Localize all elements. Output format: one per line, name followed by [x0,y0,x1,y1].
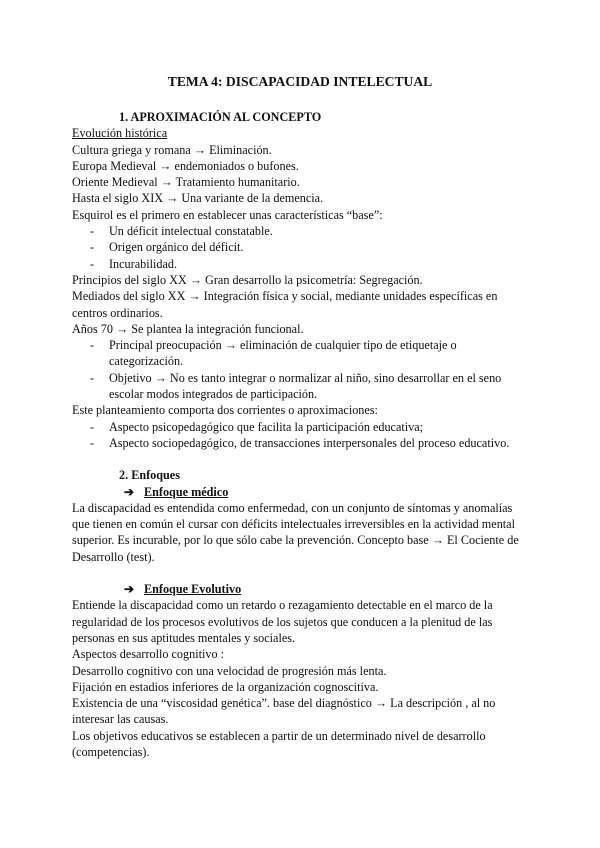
text-line: Aspectos desarrollo cognitivo : [72,647,224,662]
section-1-subheading: Evolución histórica [72,126,168,141]
text-line: Los objetivos educativos se establecen a partir de un determinado nivel de desarrollo [72,728,486,743]
text-line: regularidad de los procesos evolutivos de los sujetos que conducen a la plenitud de las [72,614,493,629]
text-line: Esquirol es el primero en establecer unas características “base”: [72,207,383,222]
text-line: que tienen en común el cursar con déficits intelectuales irreversibles en la actividad mental [72,517,515,532]
dash-bullet: - [90,224,95,239]
text-line: Principios del siglo XX → Gran desarrollo la psicometría: Segregación. [72,272,423,287]
dash-bullet: - [90,435,95,450]
text-line: Europa Medieval → endemoniados o bufones. [72,158,299,173]
dash-bullet: - [90,370,95,385]
list-item: - Incurabilidad. [90,256,178,271]
arrow-right-icon: ➔ [124,582,135,597]
text-line: superior. Es incurable, por lo que sólo cabe la prevención. Concepto base → El Cociente de [72,533,519,548]
text-line: personas en sus aptitudes mentales y sociales. [72,630,296,645]
text-line: La discapacidad es entendida como enfermedad, con un conjunto de síntomas y anomalías [72,500,513,515]
text-line: interesar las causas. [72,712,169,727]
text-line: Hasta el siglo XIX → Una variante de la demencia. [72,191,324,206]
list-item: - Origen orgánico del déficit. [90,240,244,255]
text-line: Este planteamiento comporta dos corrientes o aproximaciones: [72,403,378,418]
list-item: - Objetivo → No es tanto integrar o normalizar al niño, sino desarrollar en el seno escolar modos integrados de participación. [90,370,502,402]
text-line: Desarrollo (test). [72,549,155,564]
list-item: - Aspecto psicopedagógico que facilita la participación educativa; [90,419,424,434]
text-line: Entiende la discapacidad como un retardo o rezagamiento detectable en el marco de la [72,598,493,613]
dash-bullet: - [90,256,95,271]
text-line: Años 70 → Se plantea la integración funcional. [72,321,304,336]
text-line: Oriente Medieval → Tratamiento humanitario. [72,175,300,190]
text-line: Existencia de una “viscosidad genética”. base del diagnóstico → La descripción , al no [72,696,496,711]
text-line: Desarrollo cognitivo con una velocidad de progresión más lenta. [72,663,387,678]
subsection-enfoque-medico: ➔ Enfoque médico [124,484,229,499]
list-item: - Un déficit intelectual constatable. [90,224,273,239]
text-line: centros ordinarios. [72,305,163,320]
dash-bullet: - [90,240,95,255]
list-item: - Aspecto sociopedagógico, de transacciones interpersonales del proceso educativo. [90,435,510,450]
list-item: - Principal preocupación → eliminación de cualquier tipo de etiquetaje o categorización. [90,338,457,369]
text-line: (competencias). [72,744,150,759]
section-1-heading: 1. APROXIMACIÓN AL CONCEPTO [119,110,322,124]
subsection-enfoque-evolutivo: ➔ Enfoque Evolutivo [124,582,242,597]
arrow-right-icon: ➔ [124,484,135,499]
text-line: Cultura griega y romana → Eliminación. [72,142,272,157]
page-title: TEMA 4: DISCAPACIDAD INTELECTUAL [167,74,433,89]
dash-bullet: - [90,419,95,434]
text-line: Fijación en estadios inferiores de la organización cognoscitiva. [72,679,379,694]
text-line: Mediados del siglo XX → Integración física y social, mediante unidades específicas en [72,289,498,304]
section-2-heading: 2. Enfoques [119,468,180,483]
dash-bullet: - [90,338,95,353]
document-body [72,109,530,760]
